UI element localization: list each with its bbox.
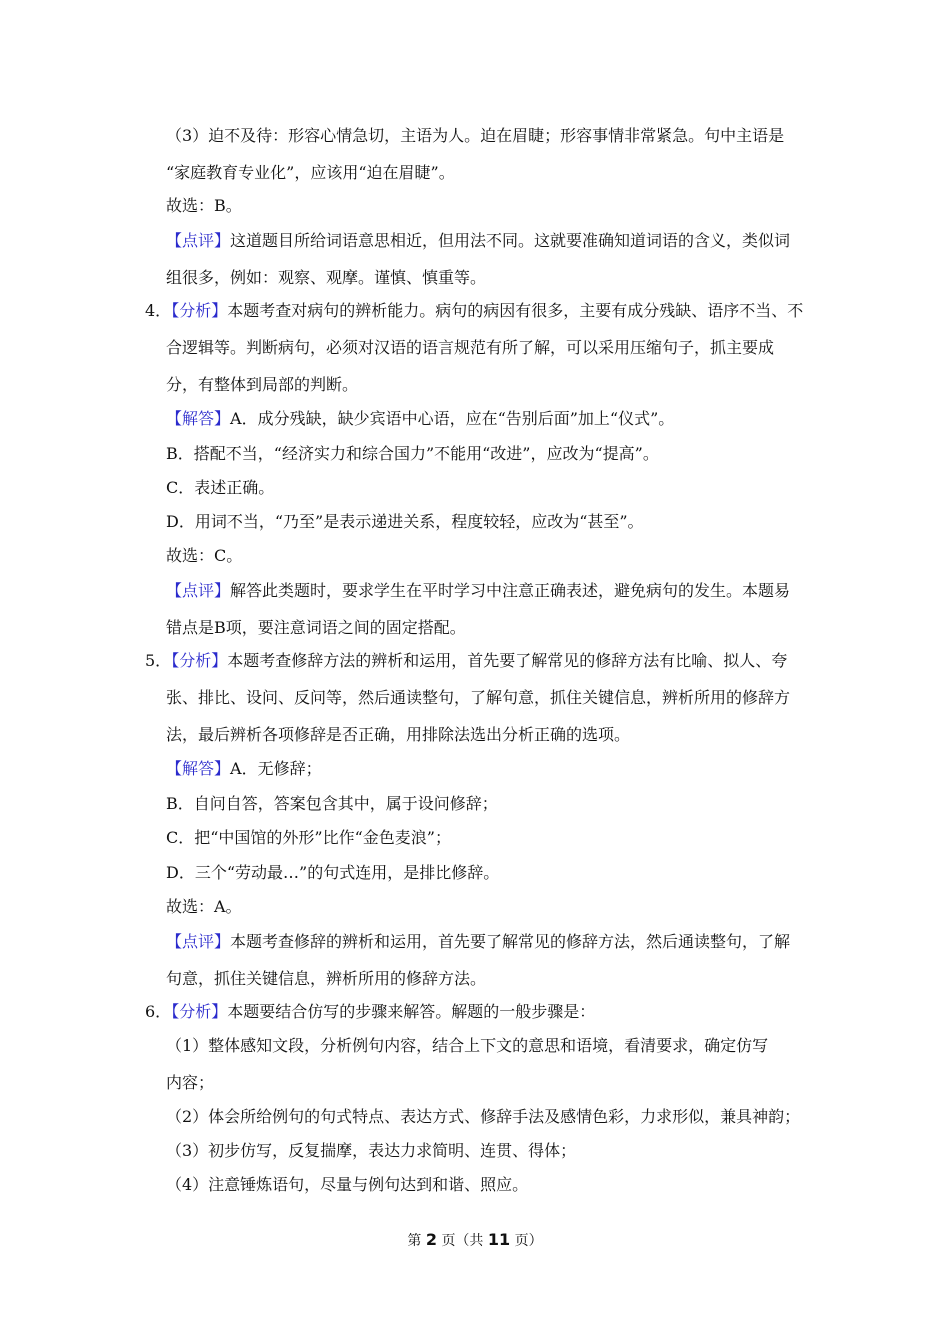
section-tag: 【分析】 — [171, 301, 228, 320]
text-line — [166, 545, 242, 567]
footer-mid: 页（共 — [441, 1233, 484, 1249]
text-line — [166, 337, 774, 359]
line-text: 本题考查对病句的辨析能力。病句的病因有很多，主要有成分残缺、语序不当、不 — [227, 301, 804, 320]
text-line — [166, 1140, 576, 1162]
line-text: C．表述正确。 — [166, 478, 275, 497]
text-line — [166, 931, 790, 953]
text-line — [166, 1174, 528, 1196]
footer-page-number: 2 — [425, 1230, 437, 1249]
footer-total-pages: 11 — [487, 1230, 511, 1249]
line-text: （3）初步仿写，反复揣摩，表达力求简明、连贯、得体； — [166, 1141, 577, 1160]
footer-suffix: 页） — [514, 1233, 543, 1249]
section-tag: 【分析】 — [171, 651, 228, 670]
line-text: （1）整体感知文段，分析例句内容，结合上下文的意思和语境，看清要求，确定仿写 — [166, 1036, 769, 1055]
line-text: 解答此类题时，要求学生在平时学习中注意正确表述，避免病句的发生。本题易 — [230, 581, 791, 600]
line-text: 故选：C。 — [166, 546, 243, 565]
page-footer — [0, 1229, 950, 1252]
text-line — [166, 862, 499, 884]
text-line — [166, 968, 486, 990]
question-number: 4． — [145, 301, 172, 320]
line-text: 法，最后辨析各项修辞是否正确，用排除法选出分析正确的选项。 — [166, 725, 631, 744]
line-text: B．搭配不当，“经济实力和综合国力”不能用“改进”，应改为“提高”。 — [166, 444, 659, 463]
line-text: “家庭教育专业化”，应该用“迫在眉睫”。 — [166, 163, 455, 182]
question-number: 5． — [145, 651, 172, 670]
text-line — [166, 1106, 800, 1128]
question-number: 6． — [145, 1002, 172, 1021]
section-tag: 【分析】 — [171, 1002, 228, 1021]
line-text: 合逻辑等。判断病句，必须对汉语的语言规范有所了解，可以采用压缩句子，抓主要成 — [166, 338, 775, 357]
text-line — [166, 162, 455, 184]
text-line — [166, 477, 274, 499]
line-text: 句意，抓住关键信息，辨析所用的修辞方法。 — [166, 969, 487, 988]
section-tag: 【解答】 — [166, 759, 231, 778]
text-line — [166, 827, 451, 849]
footer-prefix: 第 — [407, 1233, 422, 1249]
text-line — [166, 1072, 214, 1094]
text-line — [166, 896, 242, 918]
text-line — [166, 1035, 768, 1057]
text-line — [166, 408, 674, 430]
line-text: D．三个“劳动最…”的句式连用，是排比修辞。 — [166, 863, 500, 882]
line-text: 本题要结合仿写的步骤来解答。解题的一般步骤是： — [227, 1002, 596, 1021]
line-text: 故选：A。 — [166, 897, 242, 916]
text-line — [166, 758, 322, 780]
line-text: B．自问自答，答案包含其中，属于设问修辞； — [166, 794, 498, 813]
text-line — [166, 443, 659, 465]
text-line — [166, 267, 486, 289]
line-text: D．用词不当，“乃至”是表示递进关系，程度较轻，应改为“甚至”。 — [166, 512, 644, 531]
line-text: 张、排比、设问、反问等，然后通读整句，了解句意，抓住关键信息，辨析所用的修辞方 — [166, 688, 791, 707]
line-text: 内容； — [166, 1073, 215, 1092]
section-tag: 【点评】 — [166, 932, 231, 951]
line-text: 错点是B项，要注意词语之间的固定搭配。 — [166, 618, 466, 637]
line-text: 这道题目所给词语意思相近，但用法不同。这就要准确知道词语的含义，类似词 — [230, 231, 791, 250]
section-tag: 【解答】 — [166, 409, 231, 428]
line-text: C．把“中国馆的外形”比作“金色麦浪”； — [166, 828, 451, 847]
line-text: A．无修辞； — [230, 759, 322, 778]
text-line — [166, 230, 790, 252]
line-text: （2）体会所给例句的句式特点、表达方式、修辞手法及感情色彩，力求形似，兼具神韵； — [166, 1107, 801, 1126]
section-tag: 【点评】 — [166, 581, 231, 600]
text-line — [166, 195, 242, 217]
text-line — [166, 125, 784, 147]
line-text: 组很多，例如：观察、观摩。谨慎、慎重等。 — [166, 268, 487, 287]
text-line — [166, 687, 790, 709]
section-tag: 【点评】 — [166, 231, 231, 250]
text-line — [166, 724, 630, 746]
text-line — [145, 1001, 595, 1023]
line-text: A．成分残缺，缺少宾语中心语，应在“告别后面”加上“仪式”。 — [230, 409, 675, 428]
text-line — [145, 650, 787, 672]
text-line — [166, 374, 358, 396]
line-text: 本题考查修辞的辨析和运用，首先要了解常见的修辞方法，然后通读整句，了解 — [230, 932, 791, 951]
line-text: 本题考查修辞方法的辨析和运用，首先要了解常见的修辞方法有比喻、拟人、夸 — [227, 651, 788, 670]
text-line — [166, 511, 644, 533]
line-text: （3）迫不及待：形容心情急切，主语为人。迫在眉睫；形容事情非常紧急。句中主语是 — [166, 126, 785, 145]
text-line — [145, 300, 803, 322]
text-line — [166, 580, 790, 602]
line-text: 分，有整体到局部的判断。 — [166, 375, 359, 394]
line-text: 故选：B。 — [166, 196, 242, 215]
line-text: （4）注意锤炼语句，尽量与例句达到和谐、照应。 — [166, 1175, 529, 1194]
text-line — [166, 617, 466, 639]
text-line — [166, 793, 498, 815]
